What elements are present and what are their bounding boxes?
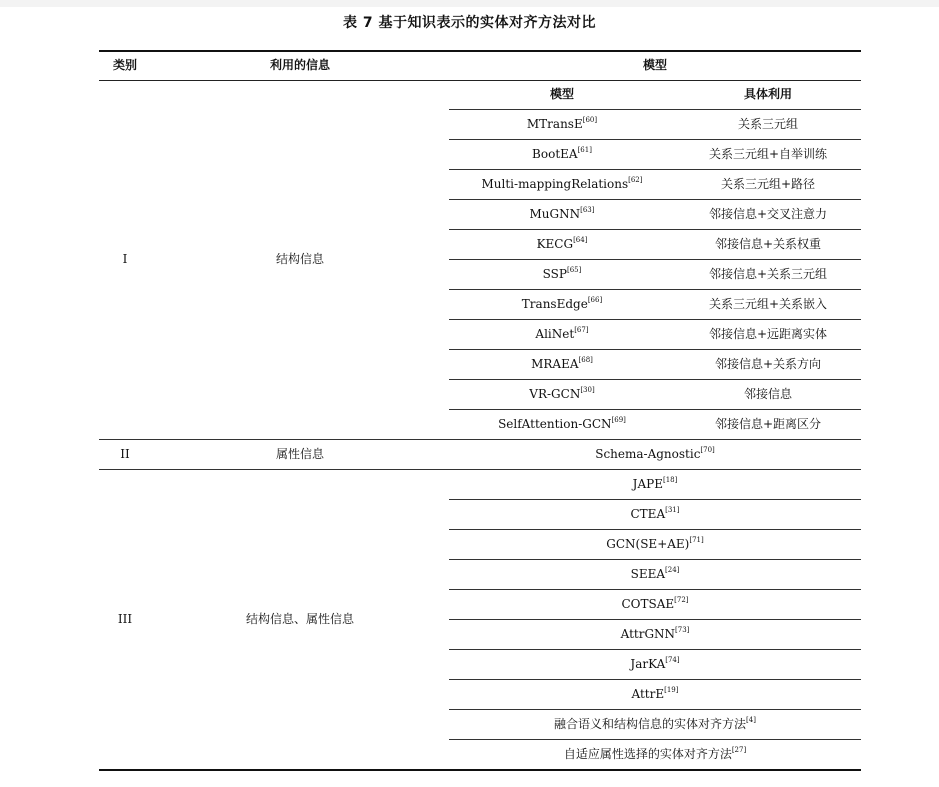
reference-number: [66] bbox=[587, 295, 603, 304]
subheader-row bbox=[99, 81, 861, 110]
model-cell bbox=[449, 740, 861, 771]
header-category: 类别 bbox=[112, 58, 137, 73]
model-cell bbox=[449, 140, 675, 170]
model-name: KECG bbox=[536, 236, 574, 251]
reference-number: [19] bbox=[664, 685, 679, 694]
reference-number: [24] bbox=[665, 565, 680, 574]
model-name: MuGNN bbox=[529, 206, 581, 221]
category-cell: I bbox=[99, 81, 151, 440]
model-cell bbox=[449, 560, 861, 590]
model-cell bbox=[449, 500, 861, 530]
model-cell bbox=[449, 650, 861, 680]
reference-number: [60] bbox=[582, 115, 598, 124]
header-model: 模型 bbox=[643, 58, 668, 73]
model-name: SelfAttention-GCN bbox=[498, 416, 612, 431]
usage-cell: 关系三元组+路径 bbox=[675, 170, 861, 200]
model-cell bbox=[449, 590, 861, 620]
model-cell bbox=[449, 680, 861, 710]
model-cell bbox=[449, 260, 675, 290]
info-cell: 结构信息、属性信息 bbox=[151, 470, 449, 771]
reference-number: [30] bbox=[580, 385, 595, 394]
usage-cell: 邻接信息+交叉注意力 bbox=[675, 200, 861, 230]
model-cell bbox=[449, 110, 675, 140]
model-cell bbox=[449, 350, 675, 380]
info-cell: 属性信息 bbox=[151, 440, 449, 470]
comparison-table bbox=[99, 50, 861, 771]
model-name: VR-GCN bbox=[529, 386, 581, 401]
category-cell: II bbox=[99, 440, 151, 470]
model-cell bbox=[449, 200, 675, 230]
reference-number: [4] bbox=[746, 715, 756, 724]
model-name: 自适应属性选择的实体对齐方法 bbox=[563, 746, 732, 761]
model-cell bbox=[449, 530, 861, 560]
reference-number: [62] bbox=[628, 175, 643, 184]
usage-cell: 邻接信息+关系三元组 bbox=[675, 260, 861, 290]
reference-number: [27] bbox=[731, 745, 747, 754]
table-caption: 表 7 基于知识表示的实体对齐方法对比 bbox=[343, 15, 596, 31]
subheader-model: 模型 bbox=[449, 81, 675, 110]
table-row bbox=[99, 470, 861, 500]
reference-number: [70] bbox=[700, 445, 715, 454]
reference-number: [31] bbox=[665, 505, 680, 514]
reference-number: [72] bbox=[674, 595, 689, 604]
reference-number: [73] bbox=[675, 625, 690, 634]
usage-cell: 关系三元组+关系嵌入 bbox=[675, 290, 861, 320]
category-cell: III bbox=[99, 470, 151, 771]
model-name: SEEA bbox=[630, 566, 666, 581]
top-band bbox=[0, 0, 939, 7]
model-name: MRAEA bbox=[531, 356, 579, 371]
usage-cell: 邻接信息+关系权重 bbox=[675, 230, 861, 260]
model-name: AttrE bbox=[631, 686, 665, 701]
usage-cell: 关系三元组 bbox=[675, 110, 861, 140]
model-name: Schema-Agnostic bbox=[595, 446, 701, 461]
reference-number: [64] bbox=[573, 235, 588, 244]
model-cell bbox=[449, 410, 675, 440]
model-cell bbox=[449, 440, 861, 470]
header-row bbox=[99, 51, 861, 81]
model-cell bbox=[449, 380, 675, 410]
model-cell bbox=[449, 320, 675, 350]
model-name: CTEA bbox=[630, 506, 666, 521]
model-cell bbox=[449, 230, 675, 260]
reference-number: [71] bbox=[689, 535, 704, 544]
usage-cell: 关系三元组+自举训练 bbox=[675, 140, 861, 170]
reference-number: [74] bbox=[665, 655, 680, 664]
model-name: SSP bbox=[542, 266, 567, 281]
reference-number: [65] bbox=[566, 265, 582, 274]
model-cell bbox=[449, 710, 861, 740]
header-info: 利用的信息 bbox=[269, 58, 330, 73]
reference-number: [61] bbox=[577, 145, 592, 154]
reference-number: [69] bbox=[611, 415, 626, 424]
model-name: TransEdge bbox=[521, 296, 588, 311]
reference-number: [63] bbox=[580, 205, 595, 214]
reference-number: [18] bbox=[662, 475, 678, 484]
model-name: Multi-mappingRelations bbox=[481, 176, 629, 191]
model-name: JarKA bbox=[630, 656, 666, 671]
model-name: GCN(SE+AE) bbox=[606, 536, 690, 551]
table-row bbox=[99, 440, 861, 470]
table-body bbox=[99, 81, 861, 771]
reference-number: [68] bbox=[578, 355, 593, 364]
model-name: JAPE bbox=[632, 476, 663, 491]
model-cell bbox=[449, 470, 861, 500]
usage-cell: 邻接信息+距离区分 bbox=[675, 410, 861, 440]
model-cell bbox=[449, 290, 675, 320]
model-name: 融合语义和结构信息的实体对齐方法 bbox=[554, 716, 747, 731]
model-name: AttrGNN bbox=[620, 626, 676, 641]
model-name: AliNet bbox=[535, 326, 575, 341]
model-cell bbox=[449, 170, 675, 200]
model-name: BootEA bbox=[532, 146, 578, 161]
subheader-usage: 具体利用 bbox=[675, 81, 861, 110]
usage-cell: 邻接信息+远距离实体 bbox=[675, 320, 861, 350]
model-name: COTSAE bbox=[621, 596, 675, 611]
model-cell bbox=[449, 620, 861, 650]
info-cell: 结构信息 bbox=[151, 81, 449, 440]
usage-cell: 邻接信息 bbox=[675, 380, 861, 410]
model-name: MTransE bbox=[526, 116, 583, 131]
reference-number: [67] bbox=[574, 325, 589, 334]
usage-cell: 邻接信息+关系方向 bbox=[675, 350, 861, 380]
